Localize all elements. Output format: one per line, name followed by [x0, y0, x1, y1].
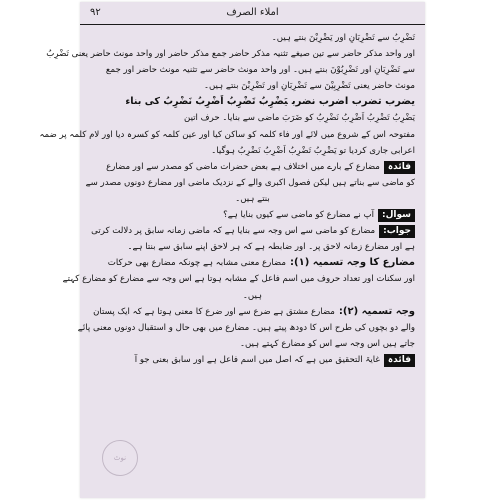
text-line: تَضْرِبُ سے تَضْرِبَانِ اور یَضْرِبْنَ بنتے ہیں۔ [271, 33, 415, 43]
text-line: مفتوحہ اس کے شروع میں لائے اور فاء کلمہ کو ساکن کیا اور عین کلمہ کو کسرہ دیا اور لام کلمہ پر ضمہ [39, 129, 415, 140]
page-number: ۹۲ [90, 7, 101, 18]
text-line: بنتے ہیں۔ [235, 193, 270, 204]
text-line: سے تَضْرِبَانِ اور تَضْرِبُوْنَ بنتے ہیں۔ اور واحد مونث حاضر سے تثنیہ مونث حاضر اور جمع [105, 65, 415, 76]
text-line: کو ماضی سے بناتے ہیں لیکن فصول اکبری والے کے نزدیک ماضی اور مضارع دونوں مصدر سے [85, 177, 415, 188]
wajh-label-1: مضارع کا وجہ تسمیہ (۱): [290, 257, 415, 269]
section-heading: یضرب تضرب اضرب نضربیَضْرِبُ تَضْرِبُ اَضْرِبُ نَضْرِبُ کی بناء [125, 96, 415, 108]
text-line: فائدہمضارع کے بارے میں اختلاف ہے بعض حضرات ماضی کو مصدر سے اور مضارع [90, 159, 415, 175]
text-line: مونث حاضر یعنی تَضْرِبِیْنَ سے تَضْرِبَانِ اور تَضْرِبْنَ بنتے ہیں۔ [203, 81, 415, 92]
question-line: سوال:آپ نے مضارع کو ماضی سے کیوں بنایا ہے؟ [90, 207, 415, 223]
text-line: ہیں۔ [242, 290, 263, 301]
book-page [39, 2, 425, 498]
jawab-label: جواب: [379, 225, 415, 238]
running-title: املاء الصرف [226, 7, 279, 18]
answer-line: جواب:مضارع کو ماضی سے اس وجہ سے بنایا ہے کہ ماضی زمانہ سابق پر دلالت کرتی [90, 223, 415, 239]
text-line: جاتے ہیں اس وجہ سے اس کو مضارع کہتے ہیں۔ [239, 338, 415, 349]
page-body [39, 30, 415, 492]
faida-label: فائدہ [384, 354, 415, 367]
watermark-stamp: نوٹ [102, 440, 138, 476]
text-line: والے دو بچوں کی طرح اس کا دودھ پیتے ہیں۔ مضارع میں بھی حال و استقبال دونوں معنی پائے [77, 322, 415, 333]
page-header [80, 2, 425, 25]
sawal-label: سوال: [378, 209, 415, 222]
wajh-label-2: وجہ تسمیہ (۲): [338, 305, 415, 317]
text-line: اور واحد مذکر حاضر سے تین صیغے تثنیہ مذکر حاضر جمع مذکر حاضر اور واحد مونث حاضر یعنی تَضْرِبُ [46, 49, 415, 60]
text-line: وجہ تسمیہ (۲):مضارع مشتق ہے ضرع سے اور ضرع کا معنی ہوتا ہے کہ ایک پستان [93, 305, 415, 317]
faida-label: فائدہ [384, 161, 415, 174]
text-line: اور سکنات اور تعداد حروف میں اسم فاعل کے مشابہ ہوتا ہے اس وجہ سے مضارع کو مضارع کہتے [62, 274, 415, 285]
text-line: یَضْرِبُ تَضْرِبُ اَضْرِبُ نَضْرِبُ کو ضَرَبَ ماضی سے بنایا۔ حرف اتین [184, 113, 415, 124]
text-line: مضارع کا وجہ تسمیہ (۱):مضارع معنی مشابہ ہے چونکہ مضارع بھی حرکات [107, 257, 415, 269]
text-line: ہے اور مضارع زمانہ لاحق پر۔ اور ضابطہ ہے کہ ہر لاحق اپنے سابق سے بنتا ہے۔ [127, 242, 415, 253]
text-line: فائدہغایۃ التحقیق میں ہے کہ اصل میں اسم فاعل ہے اور سابق بعنی جو آ [90, 352, 415, 368]
text-line: اعرابی جاری کردیا تو یَضْرِبُ تَضْرِبُ اَضْرِبُ نَضْرِبُ ہوگیا۔ [211, 145, 415, 156]
